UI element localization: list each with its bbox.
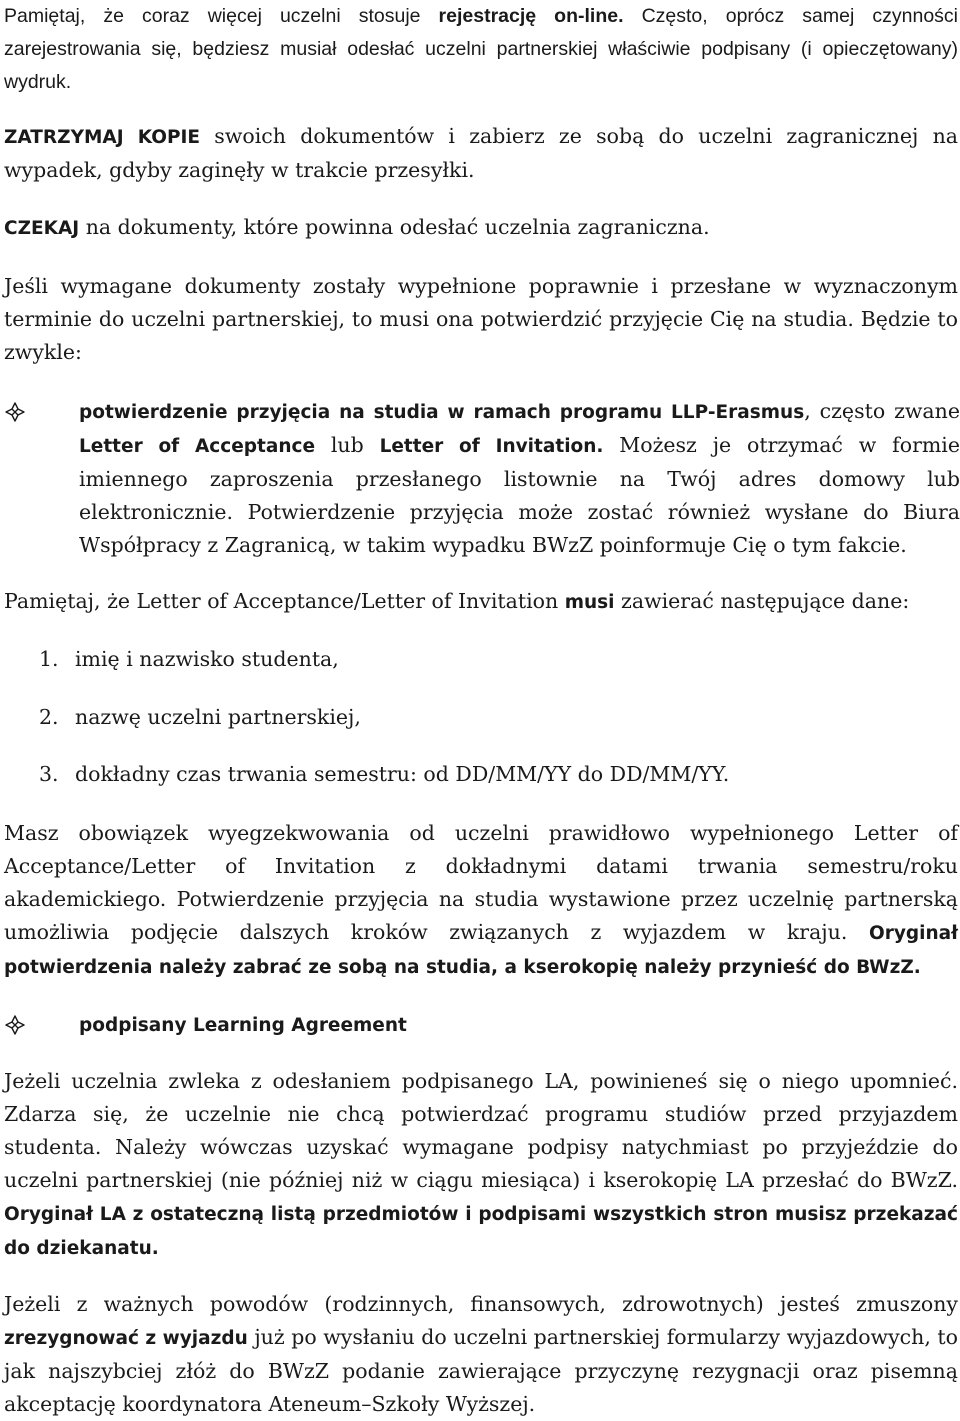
text-segment: , często zwane <box>804 399 960 423</box>
bullet-learning-agreement <box>4 1008 958 1042</box>
emphasis-keep-copies: ZATRZYMAJ KOPIE <box>4 127 201 148</box>
paragraph-online-registration <box>4 0 958 99</box>
paragraph-resignation <box>4 1288 958 1421</box>
text-segment: Pamiętaj, że coraz więcej uczelni stosuje <box>4 5 439 27</box>
text-segment: zawierać następujące dane: <box>614 589 910 613</box>
text-segment: swoich dokumentów i zabierz ze sobą do uczelni zagranicznej na wypadek, gdyby zaginęły w trakcie przesyłki. <box>4 124 958 182</box>
list-text: nazwę uczelni partnerskiej, <box>75 705 361 729</box>
list-number: 3. <box>39 762 59 786</box>
paragraph-learning-agreement <box>4 1065 958 1265</box>
text-segment: Jeżeli uczelnia zwleka z odesłaniem podpisanego LA, powinieneś się o niego upomnieć. Zdarza się, że uczelnie nie chcą potwierdzać programu studiów przed przyjazdem studenta. Należy wówczas uzyskać wymagane podpisy natychmiast po przyjeździe do uczelni partnerskiej (nie później niż w ciągu miesiąca) i kserokopię LA przesłać do BWzZ. <box>4 1069 958 1192</box>
text-segment: Możesz je otrzymać w formie imiennego zaproszenia przesłanego listownie na Twój adres domowy lub elektronicznie. Potwierdzenie przyjęcia może zostać również wysłane do Biura Współpracy z Zagranicą, w takim wypadku BWzZ poinformuje Cię o tym fakcie. <box>79 433 960 557</box>
paragraph-must-contain <box>4 585 958 619</box>
emphasis-original-la: Oryginał LA z ostateczną listą przedmiotów i podpisami wszystkich stron musisz przekazać do dziekanatu. <box>4 1204 958 1259</box>
bullet-text <box>79 395 960 562</box>
emphasis-must: musi <box>564 592 615 613</box>
paragraph-wait <box>4 211 958 245</box>
text-segment: Masz obowiązek wyegzekwowania od uczelni prawidłowo wypełnionego Letter of Acceptance/Letter of Invitation z dokładnymi datami trwania semestru/roku akademickiego. Potwierdzenie przyjęcia na studia wystawione przez uczelnię partnerską umożliwia podjęcie dalszych kroków związanych z wyjazdem w kraju. <box>4 821 958 944</box>
list-number: 1. <box>39 647 59 671</box>
paragraph-confirmation-intro: Jeśli wymagane dokumenty zostały wypełnione poprawnie i przesłane w wyznaczonym terminie do uczelni partnerskiej, to musi ona potwierdzić przyjęcie Cię na studia. Będzie to zwykle: <box>4 274 958 364</box>
list-number: 2. <box>39 705 59 729</box>
emphasis-letter-of-invitation: Letter of Invitation. <box>379 436 604 457</box>
emphasis-wait: CZEKAJ <box>4 218 80 239</box>
list-text: dokładny czas trwania semestru: od DD/MM/YY do DD/MM/YY. <box>75 762 730 786</box>
emphasis-letter-of-acceptance: Letter of Acceptance <box>79 436 316 457</box>
paragraph-keep-copies <box>4 120 958 187</box>
text-segment: Pamiętaj, że Letter of Acceptance/Letter of Invitation <box>4 589 565 613</box>
paragraph-obligation <box>4 817 958 984</box>
bullet-text <box>79 1008 960 1042</box>
list-item <box>4 758 729 791</box>
emphasis-online-registration: rejestrację on-line. <box>438 5 624 27</box>
diamond-bullet-icon <box>4 401 26 423</box>
emphasis-original-confirmation: Oryginał potwierdzenia należy zabrać ze sobą na studia, a kserokopię należy przynieść do BWzZ. <box>4 923 958 978</box>
emphasis-learning-agreement: podpisany Learning Agreement <box>79 1015 407 1036</box>
text-segment: lub <box>315 433 380 457</box>
list-item <box>4 643 339 676</box>
text-segment: już po wysłaniu do uczelni partnerskiej formularzy wyjazdowych, to jak najszybciej złóż do BWzZ podanie zawierające przyczynę rezygnacji oraz pisemną akceptację koordynatora Ateneum–Szkoły Wyższej. <box>4 1325 958 1416</box>
list-item <box>4 701 361 734</box>
emphasis-resign: zrezygnować z wyjazdu <box>4 1328 248 1349</box>
emphasis-confirmation: potwierdzenie przyjęcia na studia w ramach programu LLP-Erasmus <box>79 402 805 423</box>
bullet-letter-of-acceptance <box>4 395 958 565</box>
text-segment: na dokumenty, które powinna odesłać uczelnia zagraniczna. <box>79 215 710 239</box>
diamond-bullet-icon <box>4 1014 26 1036</box>
text-segment: Jeżeli z ważnych powodów (rodzinnych, finansowych, zdrowotnych) jesteś zmuszony <box>4 1292 958 1316</box>
text-segment: Często, oprócz samej czynności zarejestrowania się, będziesz musiał odesłać uczelni partnerskiej właściwie podpisany (i opieczętowany) wydruk. <box>4 5 958 93</box>
list-text: imię i nazwisko studenta, <box>75 647 339 671</box>
